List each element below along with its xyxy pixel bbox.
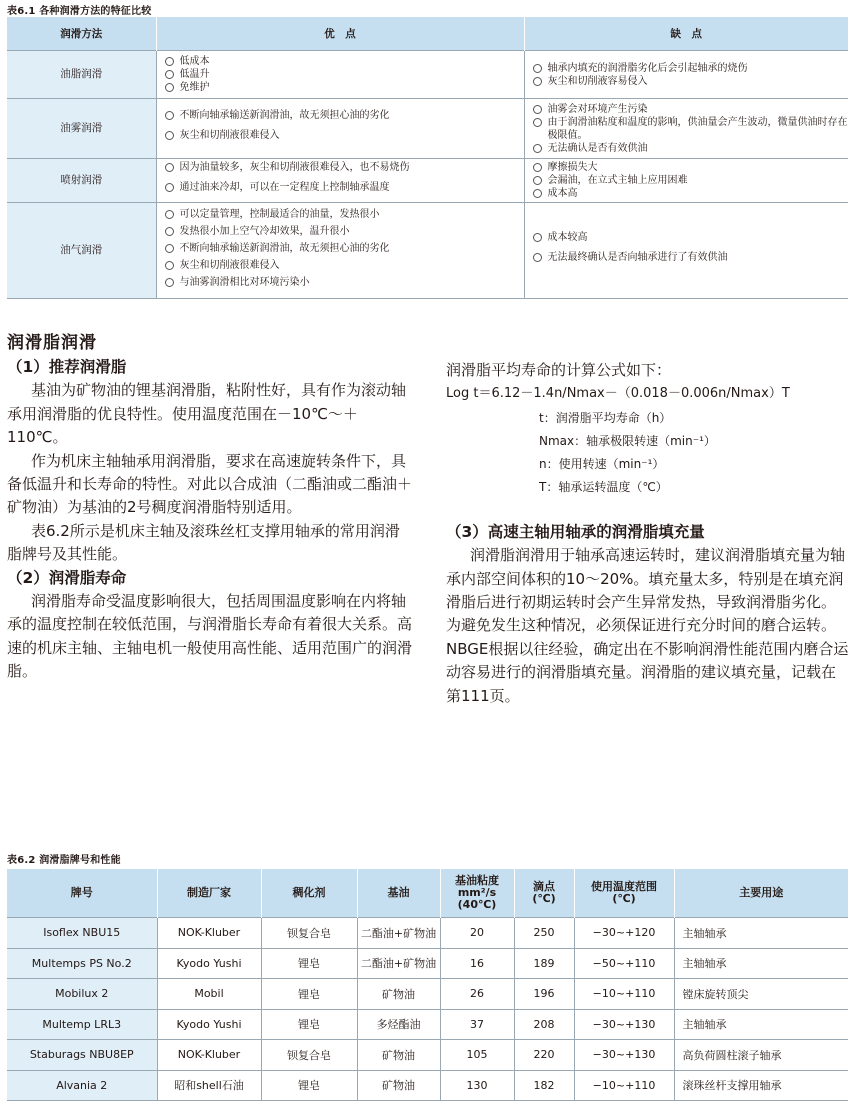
- list-item-text: 灰尘和切削液很难侵入: [179, 129, 280, 141]
- table2-cell: 37: [440, 1009, 514, 1040]
- circle-bullet-icon: [165, 131, 174, 140]
- list-item-text: 无法确认是否有效供油: [547, 142, 648, 154]
- table2-cell: 主轴轴承: [674, 1009, 848, 1040]
- circle-bullet-icon: [533, 64, 542, 73]
- list-item-text: 通过油来冷却，可以在一定程度上控制轴承温度: [179, 181, 390, 193]
- list-item-text: 轴承内填充的润滑脂劣化后会引起轴承的烧伤: [547, 62, 748, 74]
- list-item: [533, 62, 849, 75]
- table1-row: [7, 51, 848, 99]
- circle-bullet-icon: [165, 227, 174, 236]
- table2-row: [7, 948, 848, 979]
- table2-cell: 二酯油+矿物油: [357, 918, 440, 949]
- list-item-text: 因为油量较多，灰尘和切削液很难侵入，也不易烧伤: [179, 161, 410, 173]
- list-item: [533, 142, 849, 155]
- table2-cell: 196: [514, 979, 574, 1010]
- list-item-text: 不断向轴承输送新润滑油，故无须担心油的劣化: [179, 243, 390, 254]
- table1-row: [7, 99, 848, 159]
- list-item-text: 灰尘和切削液容易侵入: [547, 75, 648, 87]
- list-item: [165, 225, 524, 238]
- list-item: [533, 231, 849, 244]
- circle-bullet-icon: [165, 57, 174, 66]
- pros-cell: [156, 51, 524, 99]
- cons-cell: [524, 203, 848, 299]
- table2-cell: 182: [514, 1070, 574, 1101]
- table2-cell: NOK-Kluber: [157, 1040, 261, 1071]
- table2-cell: Mobil: [157, 979, 261, 1010]
- table2-cell: Mobilux 2: [7, 979, 157, 1010]
- table2-cell: Kyodo Yushi: [157, 948, 261, 979]
- cons-list: [533, 231, 849, 264]
- table2-cell: 滚珠丝杆支撑用轴承: [674, 1070, 848, 1101]
- table2-header: 牌号: [7, 869, 157, 918]
- list-item-text: 无法最终确认是否向轴承进行了有效供油: [547, 251, 728, 263]
- list-item-text: 摩擦损失大: [547, 162, 598, 173]
- pros-list: [165, 161, 524, 194]
- table2-cell: NOK-Kluber: [157, 918, 261, 949]
- paragraph: 表6.2所示是机床主轴及滚珠丝杠支撑用轴承的常用润滑脂牌号及其性能。: [7, 521, 400, 564]
- formula-definition: Nmax：轴承极限转速（min⁻¹）: [539, 433, 716, 448]
- table2-header: 稠化剂: [261, 869, 357, 918]
- heading-fill-amount: （3）高速主轴用轴承的润滑脂填充量: [446, 522, 705, 541]
- list-item-text: 低温升: [179, 69, 210, 80]
- table2-header: 滴点 (℃): [514, 869, 574, 918]
- method-cell: 喷射润滑: [7, 159, 156, 203]
- table1-row: [7, 159, 848, 203]
- table2-row: [7, 1009, 848, 1040]
- circle-bullet-icon: [165, 111, 174, 120]
- table2-cell: 多烃酯油: [357, 1009, 440, 1040]
- list-item: [533, 174, 849, 187]
- list-item-text: 成本较高: [547, 231, 588, 243]
- list-item: [165, 208, 524, 221]
- table2-cell: 镗床旋转顶尖: [674, 979, 848, 1010]
- table2-cell: 208: [514, 1009, 574, 1040]
- table2-cell: −10~+110: [574, 1070, 674, 1101]
- table2-cell: 高负荷圆柱滚子轴承: [674, 1040, 848, 1071]
- table1-row: [7, 203, 848, 299]
- pros-list: [165, 109, 524, 142]
- list-item: [165, 55, 524, 68]
- table2-cell: Multemps PS No.2: [7, 948, 157, 979]
- list-item-text: 油雾会对环境产生污染: [547, 103, 648, 115]
- circle-bullet-icon: [533, 105, 542, 114]
- table2-cell: 105: [440, 1040, 514, 1071]
- table2-cell: 钡复合皂: [261, 918, 357, 949]
- formula-definition: t：润滑脂平均寿命（h）: [539, 410, 672, 425]
- table2-cell: −10~+110: [574, 979, 674, 1010]
- table2-cell: −30~+130: [574, 1040, 674, 1071]
- table2-row: [7, 1070, 848, 1101]
- life-formula: Log t＝6.12－1.4n/Nmax－（0.018－0.006n/Nmax）T: [446, 386, 790, 402]
- table2-cell: −50~+110: [574, 948, 674, 979]
- list-item: [165, 81, 524, 94]
- table2-cell: 锂皂: [261, 1070, 357, 1101]
- table2-cell: 矿物油: [357, 979, 440, 1010]
- cons-list: [533, 161, 849, 200]
- table2-header: 主要用途: [674, 869, 848, 918]
- list-item: [165, 242, 524, 255]
- list-item: [165, 68, 524, 81]
- paragraph: 作为机床主轴轴承用润滑脂，要求在高速旋转条件下，具备低温升和长寿命的特性。对此以合成油（二酯油或二酯油＋矿物油）为基油的2号稠度润滑脂特别适用。: [7, 451, 413, 517]
- table2-header: 基油粘度 mm²/s (40℃): [440, 869, 514, 918]
- cons-cell: [524, 159, 848, 203]
- list-item: [165, 129, 524, 142]
- list-item: [533, 103, 849, 116]
- list-item-text: 低成本: [179, 56, 210, 67]
- table2-cell: 矿物油: [357, 1070, 440, 1101]
- list-item: [165, 161, 524, 174]
- list-item: [533, 161, 849, 174]
- table2-cell: 220: [514, 1040, 574, 1071]
- table2-cell: 189: [514, 948, 574, 979]
- pros-cell: [156, 99, 524, 159]
- heading-recommended-grease: （1）推荐润滑脂: [7, 358, 127, 376]
- circle-bullet-icon: [165, 244, 174, 253]
- table2-header: 使用温度范围 (℃): [574, 869, 674, 918]
- pros-list: [165, 208, 524, 289]
- table2-cell: 26: [440, 979, 514, 1010]
- table2-cell: 130: [440, 1070, 514, 1101]
- list-item-text: 与油雾润滑相比对环境污染小: [179, 277, 310, 288]
- table2-cell: Staburags NBU8EP: [7, 1040, 157, 1071]
- table1-header: 优 点: [156, 17, 524, 51]
- cons-cell: [524, 51, 848, 99]
- method-cell: 油脂润滑: [7, 51, 156, 99]
- list-item: [533, 251, 849, 264]
- list-item: [533, 187, 849, 200]
- table2-cell: Multemp LRL3: [7, 1009, 157, 1040]
- circle-bullet-icon: [533, 118, 542, 127]
- table2-cell: 主轴轴承: [674, 918, 848, 949]
- list-item: [165, 109, 524, 122]
- paragraph: 润滑脂润滑用于轴承高速运转时，建议润滑脂填充量为轴承内部空间体积的10～20%。填充量太多，特别是在填充润滑脂后进行初期运转时会产生异常发热，导致润滑脂劣化。为避免发生这种情况，必须保证进行充分时间的磨合运转。NBGE根据以往经验，确定出在不影响润滑性能范围内磨合运动容易进行的润滑脂填充量。润滑脂的建议填充量，记载在第111页。: [446, 546, 849, 705]
- circle-bullet-icon: [533, 176, 542, 185]
- circle-bullet-icon: [533, 233, 542, 242]
- list-item-text: 发热很小加上空气冷却效果，温升很小: [179, 226, 350, 237]
- table2-row: [7, 918, 848, 949]
- list-item: [533, 116, 849, 142]
- list-item-text: 不断向轴承输送新润滑油，故无须担心油的劣化: [179, 109, 390, 121]
- pros-list: [165, 55, 524, 94]
- pros-cell: [156, 159, 524, 203]
- right-column: [446, 359, 850, 708]
- circle-bullet-icon: [165, 83, 174, 92]
- heading-grease-life: （2）润滑脂寿命: [7, 568, 127, 587]
- table2-cell: Isoflex NBU15: [7, 918, 157, 949]
- table2-cell: 20: [440, 918, 514, 949]
- list-item-text: 可以定量管理，控制最适合的油量，发热很小: [179, 209, 380, 220]
- circle-bullet-icon: [533, 253, 542, 262]
- circle-bullet-icon: [533, 144, 542, 153]
- method-cell: 油气润滑: [7, 203, 156, 299]
- formula-definition: T：轴承运转温度（℃）: [539, 479, 668, 494]
- method-cell: 油雾润滑: [7, 99, 156, 159]
- circle-bullet-icon: [165, 163, 174, 172]
- table2-cell: −30~+120: [574, 918, 674, 949]
- list-item: [165, 181, 524, 194]
- formula-definition: n：使用转速（min⁻¹）: [539, 456, 665, 471]
- circle-bullet-icon: [533, 163, 542, 172]
- table2-header: 基油: [357, 869, 440, 918]
- table2-cell: 二酯油+矿物油: [357, 948, 440, 979]
- table2-cell: 锂皂: [261, 948, 357, 979]
- paragraph: 润滑脂寿命受温度影响很大，包括周围温度影响在内将轴承的温度控制在较低范围，与润滑脂长寿命有着很大关系。高速的机床主轴、主轴电机一般使用高性能、适用范围广的润滑脂。: [7, 592, 413, 681]
- grease-properties-table: [7, 869, 848, 1101]
- circle-bullet-icon: [165, 210, 174, 219]
- circle-bullet-icon: [165, 278, 174, 287]
- table2-cell: 主轴轴承: [674, 948, 848, 979]
- section-title: 润滑脂润滑: [7, 333, 97, 353]
- list-item-text: 由于润滑油粘度和温度的影响，供油量会产生波动，微量供油时存在极限值。: [547, 116, 848, 141]
- table2-cell: 锂皂: [261, 1009, 357, 1040]
- table2-header: 制造厂家: [157, 869, 261, 918]
- list-item: [165, 259, 524, 272]
- table2-row: [7, 1040, 848, 1071]
- cons-list: [533, 62, 849, 88]
- circle-bullet-icon: [533, 189, 542, 198]
- list-item: [533, 75, 849, 88]
- table1-header: 缺 点: [524, 17, 848, 51]
- table2-cell: 昭和shell石油: [157, 1070, 261, 1101]
- table2-caption: 表6.2 润滑脂牌号和性能: [7, 855, 121, 866]
- list-item-text: 灰尘和切削液很难侵入: [179, 260, 280, 271]
- list-item-text: 免维护: [179, 82, 210, 93]
- table1-caption: 表6.1 各种润滑方法的特征比较: [7, 6, 152, 17]
- table2-cell: 锂皂: [261, 979, 357, 1010]
- table2-cell: Alvania 2: [7, 1070, 157, 1101]
- table2-cell: 250: [514, 918, 574, 949]
- table1-header: 润滑方法: [7, 17, 156, 51]
- cons-list: [533, 103, 849, 155]
- table2-cell: 钡复合皂: [261, 1040, 357, 1071]
- list-item-text: 会漏油，在立式主轴上应用困难: [547, 175, 688, 186]
- table2-cell: Kyodo Yushi: [157, 1009, 261, 1040]
- formula-intro: 润滑脂平均寿命的计算公式如下：: [446, 361, 672, 379]
- lubrication-methods-table: [7, 17, 848, 299]
- paragraph: 基油为矿物油的锂基润滑脂，粘附性好，具有作为滚动轴承用润滑脂的优良特性。使用温度范围在－10℃～＋110℃。: [7, 381, 407, 447]
- cons-cell: [524, 99, 848, 159]
- circle-bullet-icon: [533, 77, 542, 86]
- table2-row: [7, 979, 848, 1010]
- circle-bullet-icon: [165, 183, 174, 192]
- pros-cell: [156, 203, 524, 299]
- circle-bullet-icon: [165, 70, 174, 79]
- table2-cell: 16: [440, 948, 514, 979]
- left-column: [7, 356, 413, 684]
- list-item: [165, 276, 524, 289]
- table2-cell: −30~+130: [574, 1009, 674, 1040]
- table2-cell: 矿物油: [357, 1040, 440, 1071]
- list-item-text: 成本高: [547, 188, 578, 199]
- circle-bullet-icon: [165, 261, 174, 270]
